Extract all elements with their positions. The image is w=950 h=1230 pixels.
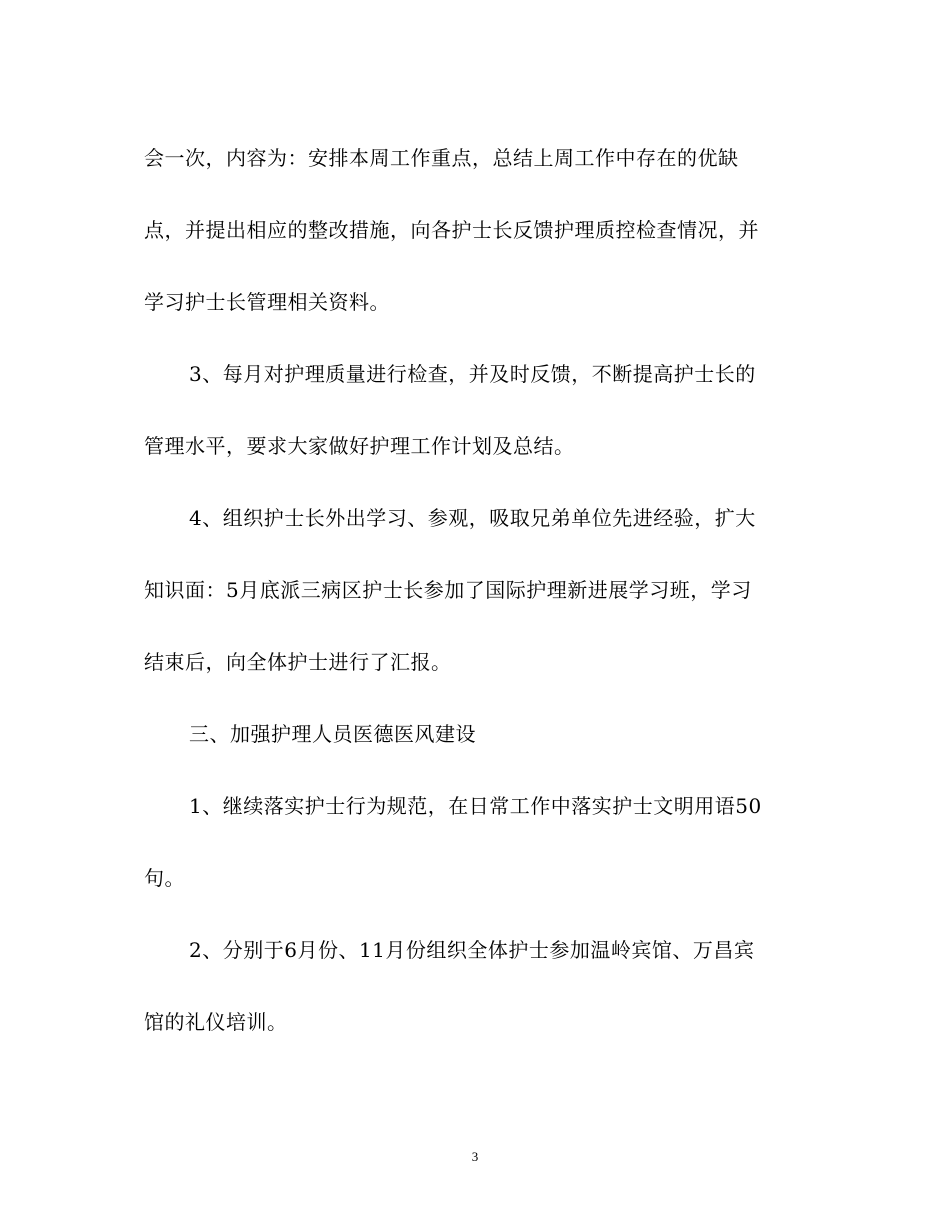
text-line: 1、继续落实护士行为规范，在日常工作中落实护士文明用语50 bbox=[189, 794, 762, 818]
text-line: 知识面：5月底派三病区护士长参加了国际护理新进展学习班，学习 bbox=[144, 578, 752, 602]
text-line: 管理水平，要求大家做好护理工作计划及总结。 bbox=[144, 434, 575, 458]
section-heading: 三、加强护理人员医德医风建设 bbox=[189, 722, 476, 746]
text-line: 句。 bbox=[144, 866, 185, 890]
text-line: 3、每月对护理质量进行检查，并及时反馈，不断提高护士长的 bbox=[189, 362, 756, 386]
text-line: 点，并提出相应的整改措施，向各护士长反馈护理质控检查情况，并 bbox=[144, 218, 759, 242]
text-line: 2、分别于6月份、11月份组织全体护士参加温岭宾馆、万昌宾 bbox=[189, 938, 755, 962]
text-line: 4、组织护士长外出学习、参观，吸取兄弟单位先进经验，扩大 bbox=[189, 506, 756, 530]
text-line: 学习护士长管理相关资料。 bbox=[144, 290, 390, 314]
text-line: 结束后，向全体护士进行了汇报。 bbox=[144, 650, 452, 674]
text-line: 馆的礼仪培训。 bbox=[144, 1010, 288, 1034]
text-line: 会一次，内容为：安排本周工作重点，总结上周工作中存在的优缺 bbox=[144, 146, 739, 170]
page-number: 3 bbox=[471, 1149, 479, 1164]
